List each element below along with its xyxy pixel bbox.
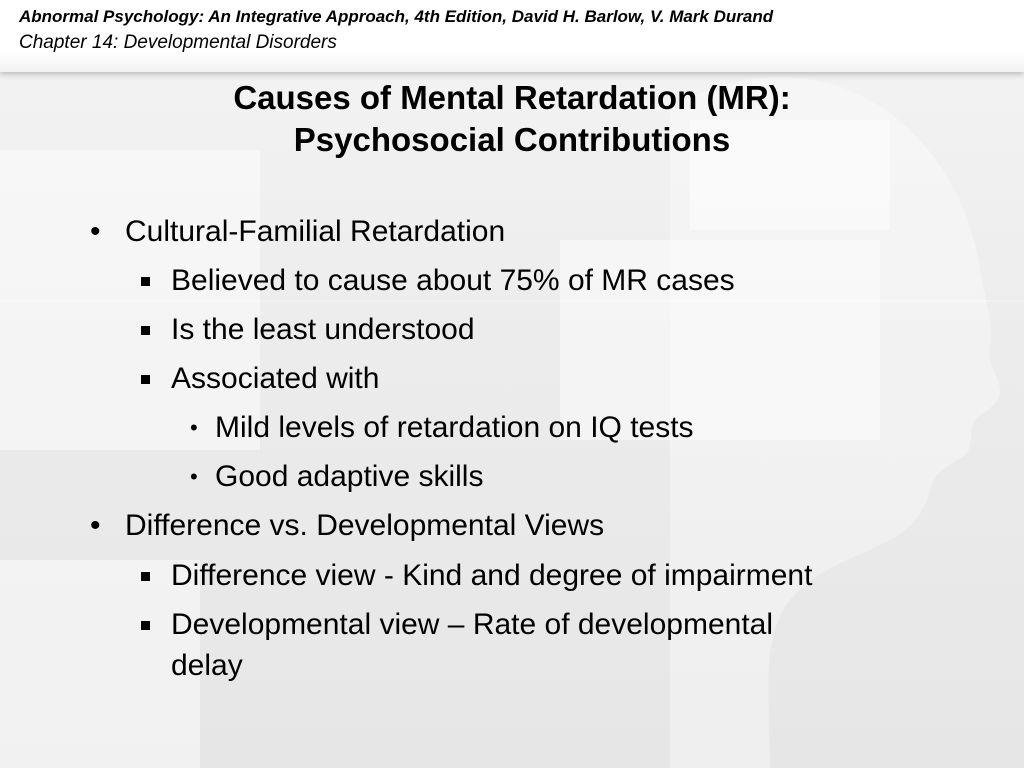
square-bullet-icon: [141, 375, 150, 384]
small-bullet-dot-icon: •: [190, 464, 198, 489]
book-citation: Abnormal Psychology: An Integrative Approach, 4th Edition, David H. Barlow, V. Mark Durand: [19, 7, 774, 26]
bullet-level2: Is the least understood: [171, 313, 475, 346]
chapter-title: Chapter 14: Developmental Disorders: [19, 32, 337, 53]
small-bullet-dot-icon: •: [190, 415, 198, 440]
bullet-level3: Good adaptive skills: [215, 460, 484, 493]
bullet-level1: Cultural-Familial Retardation: [125, 215, 506, 248]
slide-title-line-1: Causes of Mental Retardation (MR):: [233, 79, 791, 116]
bullet-level3: Mild levels of retardation on IQ tests: [215, 411, 694, 444]
bullet-level2: Difference view - Kind and degree of impairment: [171, 559, 813, 592]
bullet-level2: Believed to cause about 75% of MR cases: [171, 264, 735, 297]
bullet-dot-icon: •: [90, 509, 101, 542]
square-bullet-icon: [141, 326, 150, 335]
bullet-level1: Difference vs. Developmental Views: [125, 509, 605, 542]
square-bullet-icon: [141, 277, 150, 286]
bullet-level2: Developmental view – Rate of developmental: [171, 608, 774, 641]
bullet-level2-continuation: delay: [171, 649, 243, 682]
bullet-level2: Associated with: [171, 362, 380, 395]
slide-title-line-2: Psychosocial Contributions: [293, 121, 731, 158]
slide-title: [100, 77, 924, 161]
square-bullet-icon: [141, 621, 150, 630]
square-bullet-icon: [141, 572, 150, 581]
slide-header: [0, 0, 1024, 72]
bullet-dot-icon: •: [90, 215, 101, 248]
